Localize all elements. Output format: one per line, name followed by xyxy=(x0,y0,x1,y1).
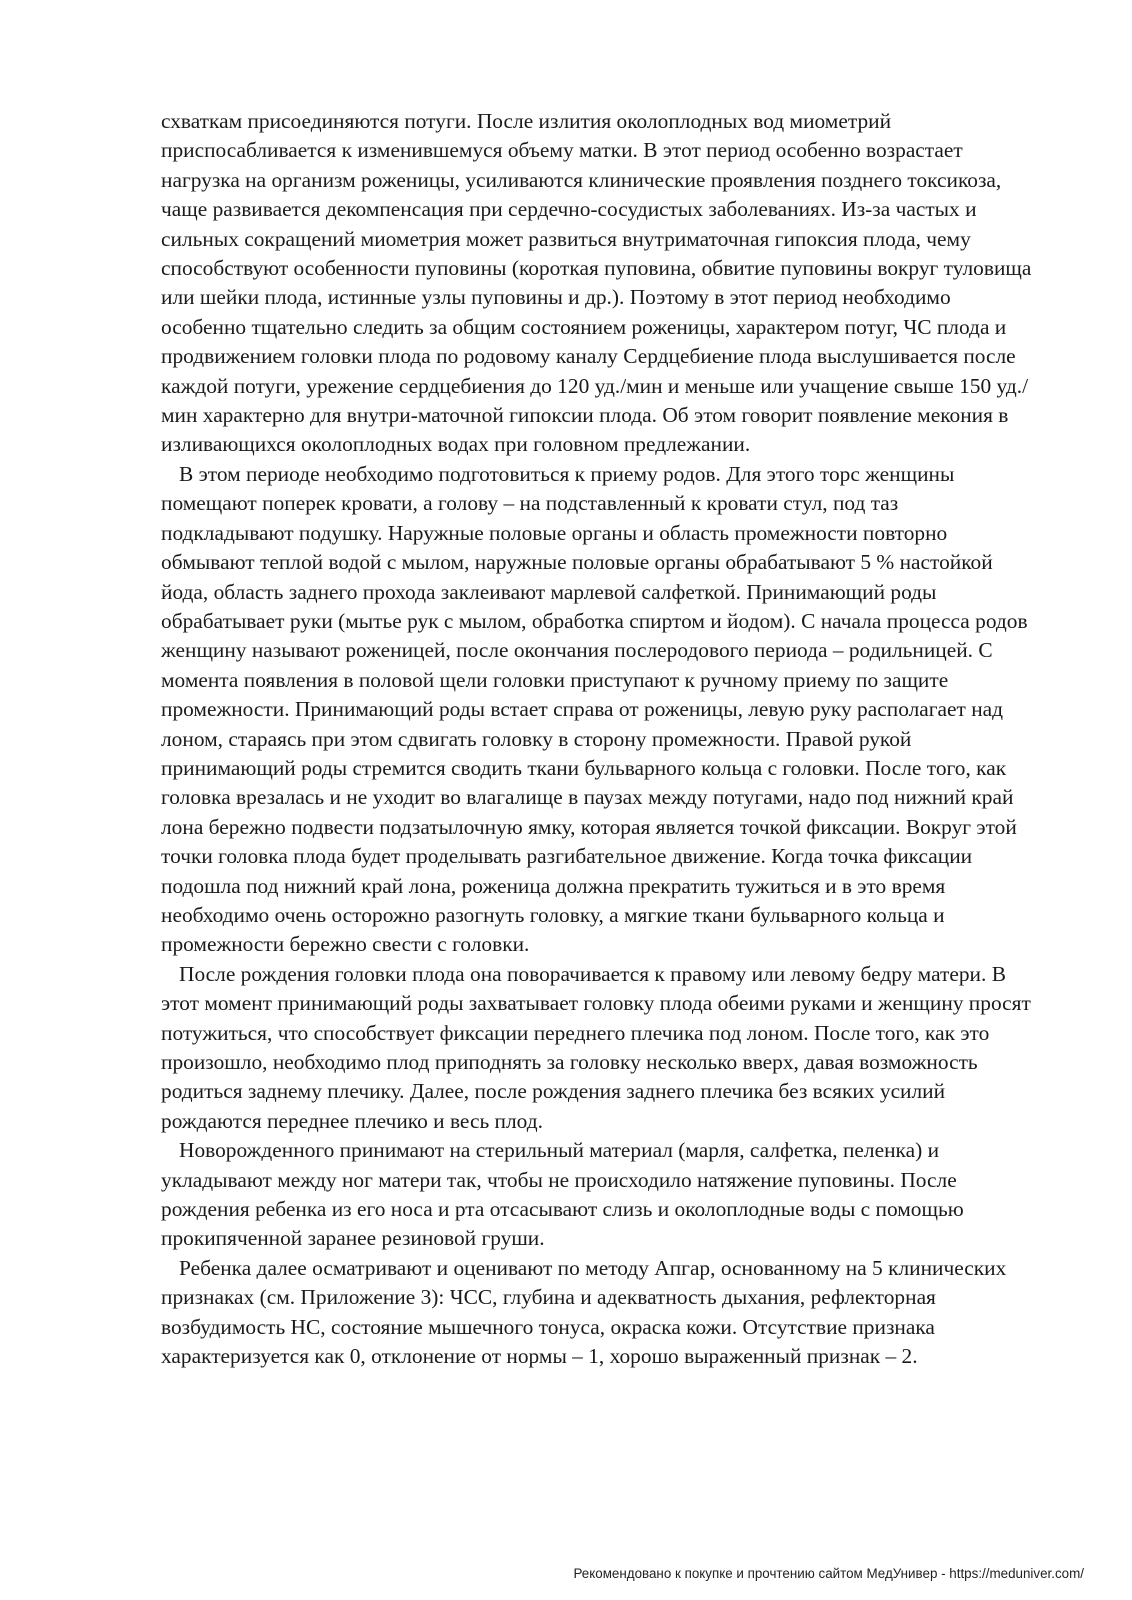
paragraph-4: Новорожденного принимают на стерильный материал (марля, салфетка, пеленка) и укладывают между ног матери так, чтобы не происходило натяжение пуповины. После рождения ребенка из его носа и рта отсасывают слизь и околоплодные воды с помощью прокипяченной заранее резиновой груши. xyxy=(161,1138,964,1251)
paragraph-3: После рождения головки плода она поворачивается к правому или левому бедру матери. В этот момент принимающий роды захватывает головку плода обеими руками и женщину просят потужиться, что способствует фиксации переднего плечика под лоном. После того, как это произошло, необходимо плод приподнять за головку несколько вверх, давая возможность родиться заднему плечику. Далее, после рождения заднего плечика без всяких усилий рождаются переднее плечико и весь плод. xyxy=(161,961,1031,1133)
footer-recommendation: Рекомендовано к покупке и прочтению сайтом МедУнивер - https://meduniver.com/ xyxy=(573,1566,1084,1581)
body-text xyxy=(161,107,1034,1371)
paragraph-1: схваткам присоединяются потуги. После излития околоплодных вод миометрий приспосабливается к изменившемуся объему матки. В этот период особенно возрастает нагрузка на организм роженицы, усиливаются клинические проявления позднего токсикоза, чаще развивается декомпенсация при сердечно-сосудистых заболеваниях. Из-за частых и сильных сокращений миометрия может развиться внутриматочная гипоксия плода, чему способствуют особенности пуповины (короткая пуповина, обвитие пуповины вокруг туловища или шейки плода, истинные узлы пуповины и др.). Поэтому в этот период необходимо особенно тщательно следить за общим состоянием роженицы, характером потуг, ЧС плода и продвижением головки плода по родовому каналу Сердцебиение плода выслушивается после каждой потуги, урежение сердцебиения до 120 уд./мин и меньше или учащение свыше 150 уд./мин характерно для внутри-маточной гипоксии плода. Об этом говорит появление мекония в изливающихся околоплодных водах при головном предлежании. xyxy=(161,109,1032,457)
paragraph-5: Ребенка далее осматривают и оценивают по методу Апгар, основанному на 5 клинических признаках (см. Приложение 3): ЧСС, глубина и адекватность дыхания, рефлекторная возбудимость НС, состояние мышечного тонуса, окраска кожи. Отсутствие признака характеризуется как 0, отклонение от нормы – 1, хорошо выраженный признак – 2. xyxy=(161,1255,1007,1369)
paragraph-2: В этом периоде необходимо подготовиться к приему родов. Для этого торс женщины помещают поперек кровати, а голову – на подставленный к кровати стул, под таз подкладывают подушку. Наружные половые органы и область промежности повторно обмывают теплой водой с мылом, наружные половые органы обрабатывают 5 % настойкой йода, область заднего прохода заклеивают марлевой салфеткой. Принимающий роды обрабатывает руки (мытье рук с мылом, обработка спиртом и йодом). С начала процесса родов женщину называют роженицей, после окончания послеродового периода – родильницей. С момента появления в половой щели головки приступают к ручному приему по защите промежности. Принимающий роды встает справа от роженицы, левую руку располагает над лоном, стараясь при этом сдвигать головку в сторону промежности. Правой рукой принимающий роды стремится сводить ткани бульварного кольца с головки. После того, как головка врезалась и не уходит во влагалище в паузах между потугами, надо под нижний край лона бережно подвести подзатылочную ямку, которая является точкой фиксации. Вокруг этой точки головка плода будет проделывать разгибательное движение. Когда точка фиксации подошла под нижний край лона, роженица должна прекратить тужиться и в это время необходимо очень осторожно разогнуть головку, а мягкие ткани бульварного кольца и промежности бережно свести с головки. xyxy=(161,461,1028,957)
